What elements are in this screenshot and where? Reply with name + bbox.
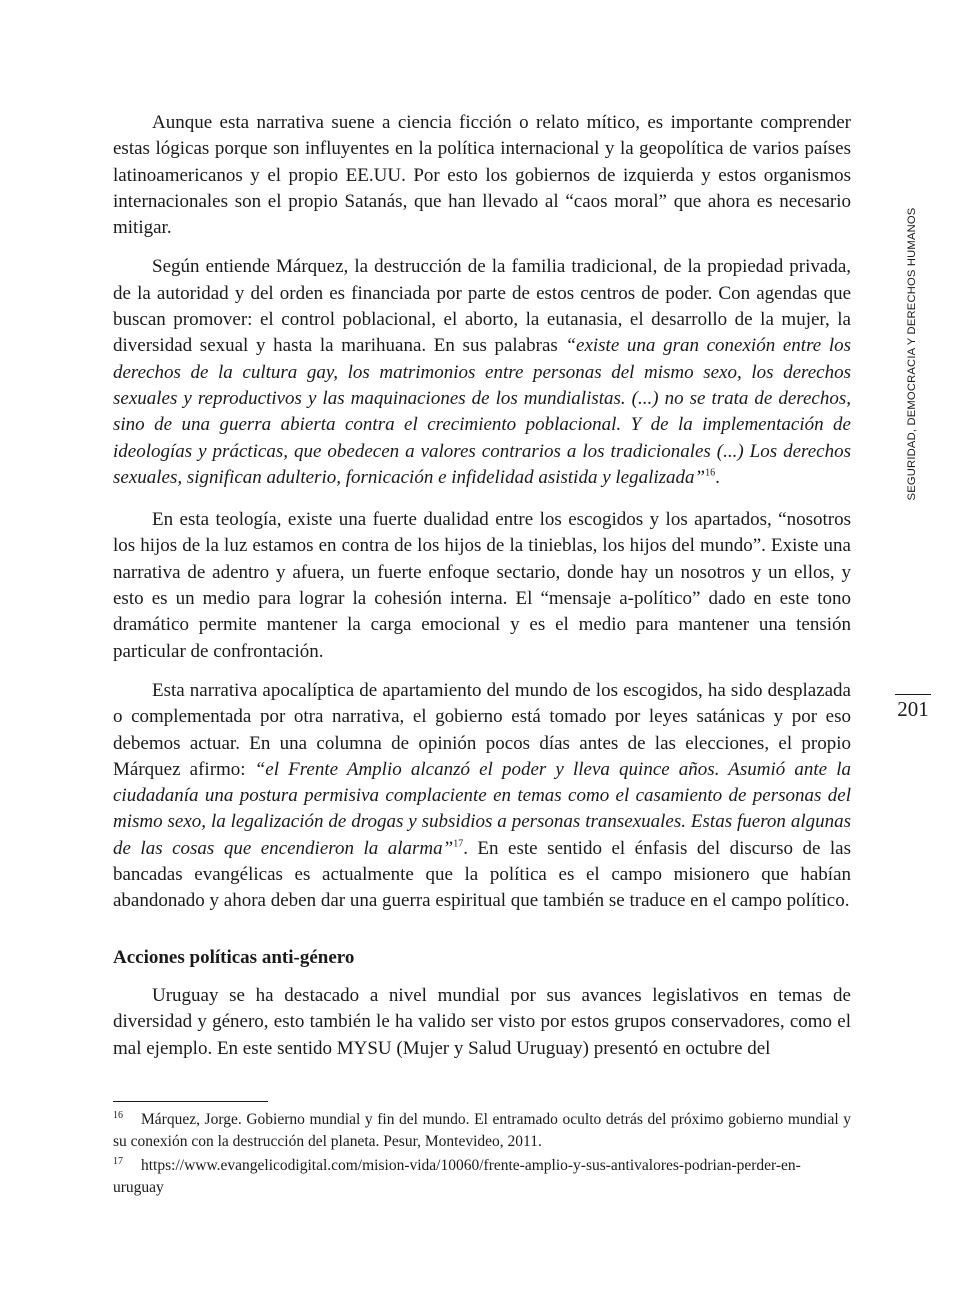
paragraph-2	[113, 254, 851, 491]
footnote-ref-17[interactable]: 17	[453, 838, 464, 850]
page-number: 201	[897, 697, 929, 721]
section-heading: Acciones políticas anti-género	[113, 946, 355, 968]
footnote-16: 16 Márquez, Jorge. Gobierno mundial y fin del mundo. El entramado oculto detrás del próximo gobierno mundial y su conexión con la destrucción del planeta. Pesur, Montevideo, 2011.	[113, 1109, 851, 1150]
body-text	[113, 110, 851, 1075]
running-head	[901, 198, 923, 510]
footnote-17: 17 https://www.evangelicodigital.com/mision-vida/10060/frente-amplio-y-sus-antivalores-podrian-perder-en-uruguay	[113, 1155, 801, 1196]
footnote-text: Márquez, Jorge. Gobierno mundial y fin del mundo. El entramado oculto detrás del próximo gobierno mundial y su conexión con la destrucción del planeta. Pesur, Montevideo, 2011.	[113, 1111, 851, 1150]
footnote-ref-16[interactable]: 16	[705, 467, 716, 479]
paragraph-5: Uruguay se ha destacado a nivel mundial por sus avances legislativos en temas de diversidad y género, esto también le ha valido ser visto por estos grupos conservadores, como el mal ejemplo. En este sentido MYSU (Mujer y Salud Uruguay) presentó en octubre del	[113, 984, 851, 1059]
footnote-divider	[113, 1101, 268, 1102]
paragraph-4	[113, 678, 851, 915]
paragraph-2-text: Según entiende Márquez, la destrucción de la familia tradicional, de la propiedad privada, de la autoridad y del orden es financiada por parte de estos centros de poder. Con agendas que buscan promover: el control poblacional, el aborto, la eutanasia, el desarrollo de la mujer, la diversidad sexual y hasta la marihuana. En sus palabras	[113, 256, 851, 357]
page-number-rule	[895, 694, 931, 695]
paragraph-1: Aunque esta narrativa suene a ciencia ficción o relato mítico, es importante comprender estas lógicas porque son influyentes en la política internacional y la geopolítica de varios países latinoamericanos y el propio EE.UU. Por esto los gobiernos de izquierda y estos organismos internacionales son el propio Satanás, que han llevado al “caos moral” que ahora es necesario mitigar.	[113, 112, 851, 239]
paragraph-4-quote: “el Frente Amplio alcanzó el poder y lleva quince años. Asumió ante la ciudadanía una postura permisiva complaciente en temas como el casamiento de personas del mismo sexo, la legalización de drogas y subsidios a personas transexuales. Estas fueron algunas de las cosas que encendieron la alarma”	[113, 758, 851, 859]
paragraph-4-continuation: . En este sentido el énfasis del discurso de las bancadas evangélicas es actualmente que la política es el campo misionero que habían abandonado y ahora deben dar una guerra espiritual que también se traduce en el campo político.	[113, 837, 851, 912]
paragraph-3: En esta teología, existe una fuerte dualidad entre los escogidos y los apartados, “nosotros los hijos de la luz estamos en contra de los hijos de la tinieblas, los hijos del mundo”. Existe una narrativa de adentro y afuera, un fuerte enfoque sectario, donde hay un nosotros y un ellos, y esto es un medio para lograr la cohesión interna. El “mensaje a-político” dado en este tono dramático permite mantener la carga emocional y es el medio para mantener una tensión particular de confrontación.	[113, 509, 851, 662]
running-head-text: SEGURIDAD, DEMOCRACIA Y DERECHOS HUMANOS	[906, 207, 918, 501]
footnote-link[interactable]: https://www.evangelicodigital.com/mision-vida/10060/frente-amplio-y-sus-antivalores-podrian-perder-en-uruguay	[113, 1157, 801, 1196]
footnotes	[113, 1109, 851, 1201]
paragraph-4-text: Esta narrativa apocalíptica de apartamiento del mundo de los escogidos, ha sido desplazada o complementada por otra narrativa, el gobierno está tomado por leyes satánicas y por eso debemos actuar. En una columna de opinión pocos días antes de las elecciones, el propio Márquez afirmo:	[113, 679, 851, 780]
paragraph-2-end: .	[715, 466, 720, 488]
paragraph-2-quote: “existe una gran conexión entre los derechos de la cultura gay, los matrimonios entre personas del mismo sexo, los derechos sexuales y reproductivos y las maquinaciones de los mundialistas. (...) no se trata de derechos, sino de una guerra abierta contra el crecimiento poblacional. Y de la implementación de ideologías y prácticas, que obedecen a valores contrarios a los tradicionales (...) Los derechos sexuales, significan adulterio, fornicación e infidelidad asistida y legalizada”	[113, 335, 852, 488]
